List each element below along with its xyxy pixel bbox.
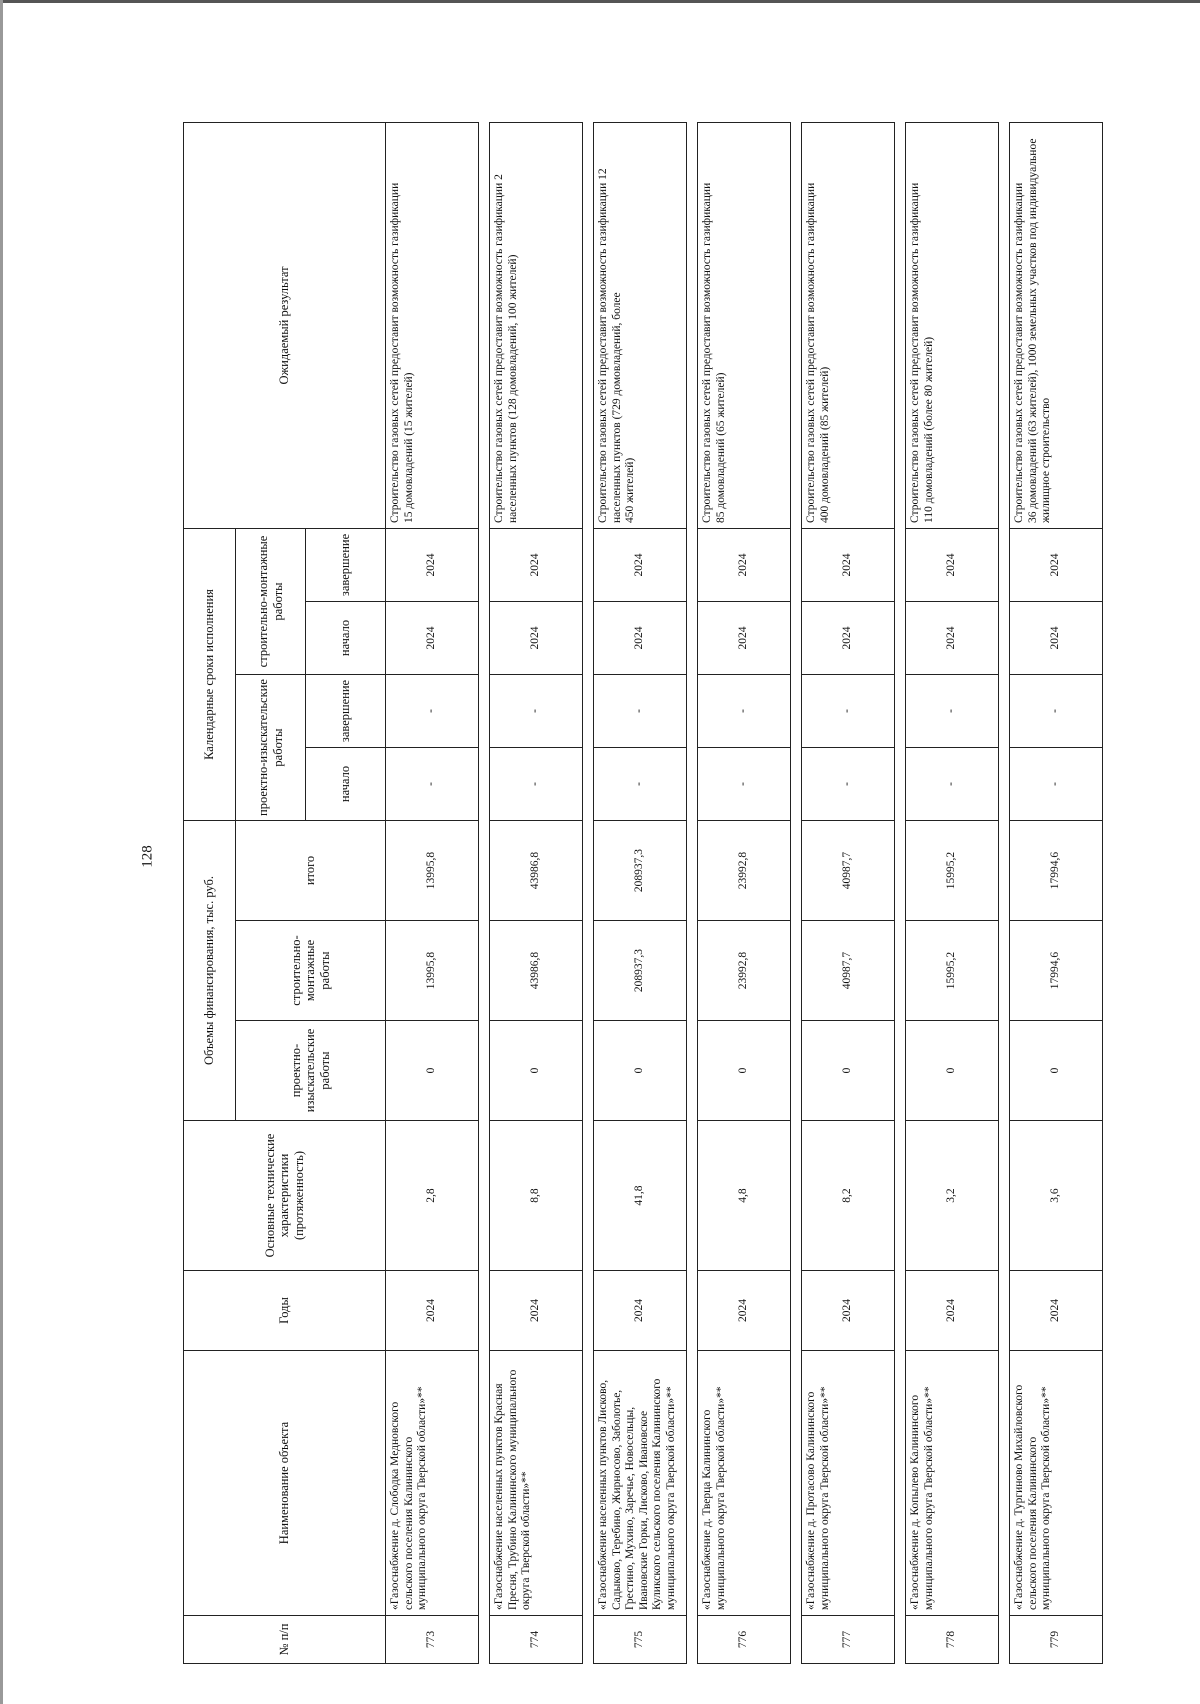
- design-end: -: [386, 675, 479, 748]
- object-name: «Газоснабжение д. Тургиново Михайловского сельского поселения Калининского муниципального округа Тверской области»**: [1010, 1351, 1103, 1616]
- construction-end: 2024: [1010, 528, 1103, 601]
- row-number: 776: [698, 1616, 791, 1664]
- gasification-table: [183, 122, 1103, 1664]
- construction-start: 2024: [906, 602, 999, 675]
- expected-result: Строительство газовых сетей предоставит возможность газификации 15 домовладений (15 жителей): [386, 122, 479, 528]
- construction-cost: 43986,8: [490, 921, 583, 1021]
- construction-end: 2024: [906, 528, 999, 601]
- design-start: -: [1010, 748, 1103, 821]
- design-cost: 0: [594, 1021, 687, 1121]
- object-name: «Газоснабжение населенных пунктов Лисково, Садыково, Теребино, Жирносово, Заболотье, Грестино, Мухино, Заречье, Новосельцы, Ивановские Горки, Лисково, Ивановское Куликского сельского поселения Калининского муниципального округа Тверской области»**: [594, 1351, 687, 1616]
- header-years: Годы: [184, 1271, 386, 1351]
- object-name: «Газоснабжение д. Слободка Медновского сельского поселения Калининского муниципального округа Тверской области»**: [386, 1351, 479, 1616]
- design-cost: 0: [698, 1021, 791, 1121]
- construction-start: 2024: [802, 602, 895, 675]
- length-cell: 3,2: [906, 1121, 999, 1271]
- header-funding-design: проектно-изыскательские работы: [236, 1021, 386, 1121]
- year-cell: 2024: [386, 1271, 479, 1351]
- construction-start: 2024: [1010, 602, 1103, 675]
- row-separator: [999, 122, 1010, 1663]
- total-cost: 13995,8: [386, 821, 479, 921]
- length-cell: 41,8: [594, 1121, 687, 1271]
- header-start: начало: [306, 602, 386, 675]
- expected-result: Строительство газовых сетей предоставит возможность газификации 110 домовладений (более 80 жителей): [906, 122, 999, 528]
- header-num: № п/п: [184, 1616, 386, 1664]
- total-cost: 40987,7: [802, 821, 895, 921]
- row-number: 778: [906, 1616, 999, 1664]
- construction-end: 2024: [698, 528, 791, 601]
- construction-cost: 208937,3: [594, 921, 687, 1021]
- construction-start: 2024: [594, 602, 687, 675]
- year-cell: 2024: [802, 1271, 895, 1351]
- construction-cost: 17994,6: [1010, 921, 1103, 1021]
- scan-edge-top: [0, 0, 1200, 3]
- table-row: [698, 122, 791, 1663]
- header-funding: Объемы финансирования, тыс. руб.: [184, 821, 236, 1121]
- header-cal-design: проектно-изыскательские работы: [236, 675, 306, 821]
- design-end: -: [1010, 675, 1103, 748]
- row-number: 773: [386, 1616, 479, 1664]
- construction-cost: 13995,8: [386, 921, 479, 1021]
- design-end: -: [490, 675, 583, 748]
- design-start: -: [698, 748, 791, 821]
- design-cost: 0: [906, 1021, 999, 1121]
- object-name: «Газоснабжение д. Протасово Калининского муниципального округа Тверской области»**: [802, 1351, 895, 1616]
- row-separator: [583, 122, 594, 1663]
- construction-cost: 40987,7: [802, 921, 895, 1021]
- construction-end: 2024: [386, 528, 479, 601]
- total-cost: 208937,3: [594, 821, 687, 921]
- year-cell: 2024: [906, 1271, 999, 1351]
- rotated-table-container: [183, 123, 1062, 1664]
- expected-result: Строительство газовых сетей предоставит возможность газификации 85 домовладений (65 жителей): [698, 122, 791, 528]
- scan-edge-left: [0, 0, 3, 1704]
- table-row: [906, 122, 999, 1663]
- length-cell: 8,8: [490, 1121, 583, 1271]
- table-row: [802, 122, 895, 1663]
- year-cell: 2024: [490, 1271, 583, 1351]
- expected-result: Строительство газовых сетей предоставит возможность газификации 36 домовладений (63 жителей), 1000 земельных участков под индивидуальное жилищное строительство: [1010, 122, 1103, 528]
- header-start: начало: [306, 748, 386, 821]
- design-cost: 0: [490, 1021, 583, 1121]
- design-cost: 0: [1010, 1021, 1103, 1121]
- row-number: 774: [490, 1616, 583, 1664]
- expected-result: Строительство газовых сетей предоставит возможность газификации 400 домовладений (85 жителей): [802, 122, 895, 528]
- row-separator: [479, 122, 490, 1663]
- construction-end: 2024: [802, 528, 895, 601]
- design-cost: 0: [802, 1021, 895, 1121]
- header-end: завершение: [306, 675, 386, 748]
- header-result: Ожидаемый результат: [184, 122, 386, 528]
- row-separator: [791, 122, 802, 1663]
- construction-start: 2024: [386, 602, 479, 675]
- object-name: «Газоснабжение д. Тверца Калининского муниципального округа Тверской области»**: [698, 1351, 791, 1616]
- total-cost: 15995,2: [906, 821, 999, 921]
- length-cell: 8,2: [802, 1121, 895, 1271]
- year-cell: 2024: [698, 1271, 791, 1351]
- construction-end: 2024: [490, 528, 583, 601]
- header-funding-construction: строительно-монтажные работы: [236, 921, 386, 1021]
- total-cost: 43986,8: [490, 821, 583, 921]
- design-end: -: [906, 675, 999, 748]
- construction-start: 2024: [490, 602, 583, 675]
- length-cell: 3,6: [1010, 1121, 1103, 1271]
- year-cell: 2024: [1010, 1271, 1103, 1351]
- page-number: 128: [139, 845, 156, 868]
- row-number: 777: [802, 1616, 895, 1664]
- row-separator: [895, 122, 906, 1663]
- design-start: -: [490, 748, 583, 821]
- design-start: -: [386, 748, 479, 821]
- table-body: [386, 122, 1103, 1663]
- object-name: «Газоснабжение населенных пунктов Красная Пресня, Трубино Калининского муниципального округа Тверской области»**: [490, 1351, 583, 1616]
- row-number: 775: [594, 1616, 687, 1664]
- expected-result: Строительство газовых сетей предоставит возможность газификации 2 населенных пунктов (128 домовладений, 100 жителей): [490, 122, 583, 528]
- design-start: -: [594, 748, 687, 821]
- table-row: [594, 122, 687, 1663]
- header-tech: Основные технические характеристики (протяженность): [184, 1121, 386, 1271]
- row-separator: [687, 122, 698, 1663]
- row-number: 779: [1010, 1616, 1103, 1664]
- header-end: завершение: [306, 528, 386, 601]
- design-end: -: [698, 675, 791, 748]
- length-cell: 2,8: [386, 1121, 479, 1271]
- construction-end: 2024: [594, 528, 687, 601]
- total-cost: 23992,8: [698, 821, 791, 921]
- length-cell: 4,8: [698, 1121, 791, 1271]
- header-cal-construction: строительно-монтажные работы: [236, 528, 306, 674]
- design-end: -: [802, 675, 895, 748]
- design-start: -: [802, 748, 895, 821]
- table-row: [386, 122, 479, 1663]
- total-cost: 17994,6: [1010, 821, 1103, 921]
- construction-cost: 15995,2: [906, 921, 999, 1021]
- table-row: [490, 122, 583, 1663]
- design-start: -: [906, 748, 999, 821]
- header-name: Наименование объекта: [184, 1351, 386, 1616]
- table-row: [1010, 122, 1103, 1663]
- construction-cost: 23992,8: [698, 921, 791, 1021]
- design-end: -: [594, 675, 687, 748]
- design-cost: 0: [386, 1021, 479, 1121]
- expected-result: Строительство газовых сетей предоставит возможность газификации 12 населенных пунктов (729 домовладений, более 450 жителей): [594, 122, 687, 528]
- construction-start: 2024: [698, 602, 791, 675]
- header-calendar: Календарные сроки исполнения: [184, 528, 236, 820]
- header-funding-total: итого: [236, 821, 386, 921]
- object-name: «Газоснабжение д. Копылево Калининского муниципального округа Тверской области»**: [906, 1351, 999, 1616]
- year-cell: 2024: [594, 1271, 687, 1351]
